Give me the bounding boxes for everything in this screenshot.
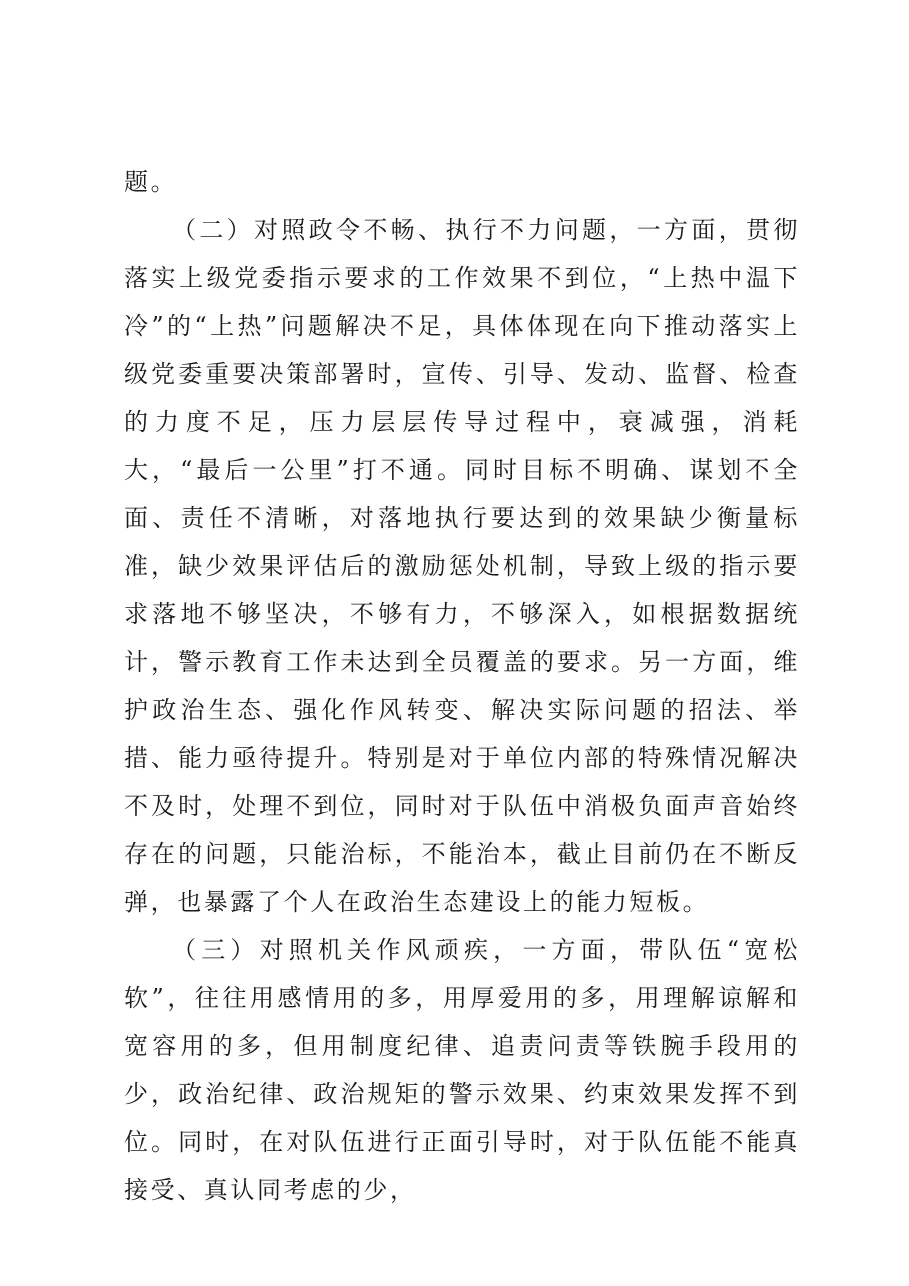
- paragraph-fragment: 题。: [124, 168, 178, 196]
- paragraph-section-3: （三）对照机关作风顽疾，一方面，带队伍“宽松软”，往往用感情用的多，用厚爱用的多，用理解谅解和宽容用的多，但用制度纪律、追责问责等铁腕手段用的少，政治纪律、政治规矩的警示效果、约束效果发挥不到位。同时，在对队伍进行正面引导时，对于队伍能不能真接受、真认同考虑的少，: [124, 936, 800, 1204]
- paragraph-section-2: （二）对照政令不畅、执行不力问题，一方面，贯彻落实上级党委指示要求的工作效果不到位，“上热中温下冷”的“上热”问题解决不足，具体体现在向下推动落实上级党委重要决策部署时，宣传、引导、发动、监督、检查的力度不足，压力层层传导过程中，衰减强，消耗大，“最后一公里”打不通。同时目标不明确、谋划不全面、责任不清晰，对落地执行要达到的效果缺少衡量标准，缺少效果评估后的激励惩处机制，导致上级的指示要求落地不够坚决，不够有力，不够深入，如根据数据统计，警示教育工作未达到全员覆盖的要求。另一方面，维护政治生态、强化作风转变、解决实际问题的招法、举措、能力亟待提升。特别是对于单位内部的特殊情况解决不及时，处理不到位，同时对于队伍中消极负面声音始终存在的问题，只能治标，不能治本，截止目前仍在不断反弹，也暴露了个人在政治生态建设上的能力短板。: [124, 216, 800, 916]
- document-body: [124, 158, 800, 1214]
